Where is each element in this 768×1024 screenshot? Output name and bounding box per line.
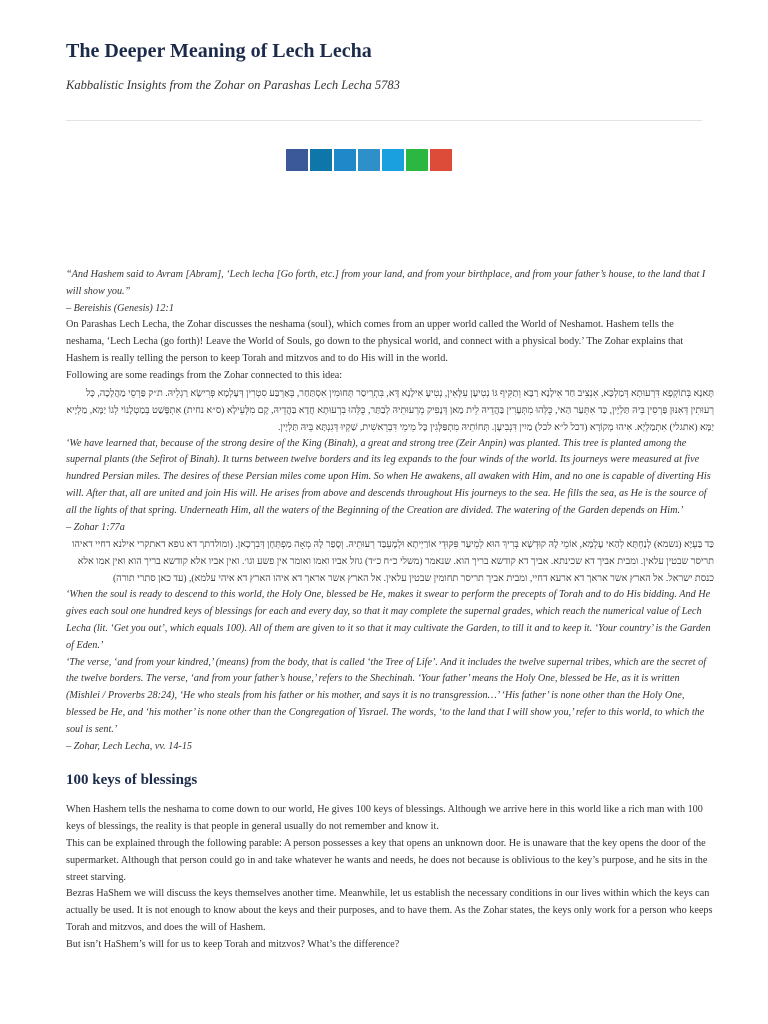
telegram-share-button[interactable]: [382, 149, 404, 171]
zohar-translation-3: ‘The verse, ‘and from your kindred,’ (means) from the body, that is called ‘the Tree of Life’. And it includes the twelve supernal tribes, which are the secret of the twelve borders. The verse, ‘and from your father’s house,’ refers to the Shechinah. ‘Your father’ means the Holy One, blessed be He, as it is written (Mishlei / Proverbs 28:24), ‘He who steals from his father or his mother, and says it is no transgression…’ ‘His father’ is none other than the Holy One, blessed be He, and ‘his mother’ is none other than the Congregation of Yisrael. The words, ‘to the land that I will show you,’ refer to this world, to which the soul is sent.’: [66, 656, 707, 735]
facebook-share-button[interactable]: [286, 149, 308, 171]
zohar-translation-2: ‘When the soul is ready to descend to this world, the Holy One, blessed be He, makes it swear to perform the precepts of Torah and to do His bidding. And He gives each soul one hundred keys of blessings for each and every day, so that it may complete the supernal grades, which reach the numerical value of Lech Lecha (lit. ‘Get you out’, which equals 100). All of them are given to it so that it may cultivate the Garden, to till it and to keep it. ‘Your country’ is the Garden of Eden.’: [66, 589, 711, 651]
verse-citation: – Bereishis (Genesis) 12:1: [66, 302, 174, 314]
zohar-translation-1: ‘We have learned that, because of the strong desire of the King (Binah), a great and strong tree (Zeir Anpin) was planted. This tree is planted among the supernal plants (the Sefirot of Binah). It turns between twelve borders and its leg expands to the four winds of the world. Its journeys were measured at five hundred Persian miles. The desires of these Persian miles come upon Him. So when He awakens, all awaken with Him, and no one is capable of diverting His will. After that, all are united and join His will. He arises from above and descends throughout His journeys to the sea. He fills the sea, as He is the source of all the lights of that spring. Underneath Him, all the waters of the Beginning of the Creation are divided. The watering of the Garden depends on Him.’: [66, 437, 711, 516]
body-paragraph: This can be explained through the following parable: A person possesses a key that opens an unknown door. He is unaware that the key opens the door of the supermarket. Although that person could go in and take whatever he wants and needs, he does not because is oblivious to the key’s purpose, and he sits in the street starving.: [66, 837, 708, 883]
email-share-button[interactable]: [430, 149, 452, 171]
tumblr-share-button[interactable]: [358, 149, 380, 171]
zohar-hebrew-2: כַּד בַּעְיָא (נשמא) לְנַחְתָּא לְהַאי עָלְמָא, אוֹמֵי לָהּ קוּדְשָׁא בְּרִיךְ הוּא לְמֵיעַר פִּקּוּדֵי אוֹרַיְיתָא וּלְמֶעְבַּד רְעוּתֵיהּ. וְסָפַר לָהּ מְאָה מַפְתְּחָן דְּבִרְכָאן. (ומולדתך דא גופא דאתקרי אילנא דחיי דאיהו תריסר שבטין עלאין. ומבית אביך דא שכינתא. אביך דא קודשא בריך הוא. שנאמר (משלי כ״ח כ״ד) גוזל אביו ואמו ואומר אין פשע וגו׳. ואין אביו אלא קודשא בריך הוא ואין אמו אלא כנסת ישראל. אל הארץ אשר אראך דא ארעא דחיי, ומבית אביך תריסר תחומין שבטין עלאין. אל הארץ אשר אראך דא איהו הארץ דא איהי עלמא), (עד כאן סתרי תורה): [71, 539, 714, 585]
linkedin-share-button[interactable]: [310, 149, 332, 171]
intro-lead: Following are some readings from the Zohar connected to this idea:: [66, 369, 343, 381]
intro-paragraph: On Parashas Lech Lecha, the Zohar discusses the neshama (soul), which comes from an upper world called the World of Neshamot. Hashem tells the neshama, ‘Lech Lecha (go forth)! Leave the World of Souls, go down to the physical world, and connect with a physical body.’ The Zohar explains that Hashem is really telling the person to keep Torah and mitzvos and to do His will in the world.: [66, 319, 684, 364]
divider: [66, 120, 702, 121]
zohar-hebrew-1: תָּאנָא בְּתוֹקְפָא דִּרְעוּתָא דְּמַלְכָּא, אִנְצִיב חַד אִילָנָא רַבָּא וְתַקִּיף גּוֹ נְטִיעָן עִלָּאִין, נְטִיעָ אִילָנָא דָּא, בִּתְרֵיסַר תְּחוּמִין אִסְתַּחַר, בְּאַרְבַּע סִטְרִין דְּעָלְמָא פְּרִישָׂא רַגְלֵיהּ. ת״ק פַּרְסֵי מַהֲלָכָה, כָּל רְעוּתִין דְּאִנּוּן פַּרְסִין בֵּיהּ תַּלְיָין, כַּד אִתְּעַר הַאי, כֻּלְּהוּ מִתְּעָרִין בַּהֲדֵיהּ לֵית מַאן דְּנָפִיק מֵרְעוּתֵיהּ לְבַתַּר, כֻּלְּהוּ בִרְעוּתָא חֲדָא בַּהֲדֵיהּ, קָם מִלְּעֵילָא (ס״א נחית) אִתְפָּשַׁט בְּמַטְלָנוֹי לְגוֹ יַמָּא, מַלְיָיא יַמָּא (אתגלי) אִתְמַלְיָא. אִיהוּ מְקוֹרָא (דכל ל״א לכל) מַיִין דִּנְבִיעָן. תְּחוֹתֵיהּ מִתְפַּלְּגִין כָּל מֵימֵי דִּבְרֵאשִׁית, שַׁקְיוּ דְּגִנְתָּא בֵּיהּ תַּלְיָין.: [66, 387, 714, 433]
article-body: [66, 267, 714, 954]
page-subtitle: Kabbalistic Insights from the Zohar on Parashas Lech Lecha 5783: [66, 78, 400, 92]
section-heading: 100 keys of blessings: [66, 772, 198, 789]
zohar-citation-1: – Zohar 1:77a: [66, 521, 125, 533]
zohar-citation-2: – Zohar, Lech Lecha, vv. 14-15: [66, 740, 193, 752]
page-title: The Deeper Meaning of Lech Lecha: [66, 40, 372, 62]
twitter-share-button[interactable]: [334, 149, 356, 171]
body-paragraph: But isn’t HaShem’s will for us to keep Torah and mitzvos? What’s the difference?: [66, 938, 400, 950]
share-buttons: [286, 149, 452, 171]
whatsapp-share-button[interactable]: [406, 149, 428, 171]
body-paragraph: Bezras HaShem we will discuss the keys themselves another time. Meanwhile, let us establish the necessary conditions in our lives within which the keys can actually be used. It is not enough to know about the keys and their purposes, and to have them. As the Zohar states, the keys only work for a person who keeps Torah and mitzvos, and does the will of Hashem.: [66, 888, 713, 933]
verse-quote: “And Hashem said to Avram [Abram], ‘Lech lecha [Go forth, etc.] from your land, and from your birthplace, and from your father’s house, to the land that I will show you.”: [66, 269, 706, 297]
body-paragraph: When Hashem tells the neshama to come down to our world, He gives 100 keys of blessings. Although we arrive here in this world like a rich man with 100 keys of blessings, the reality is that people in general usually do not remember and know it.: [66, 804, 703, 833]
